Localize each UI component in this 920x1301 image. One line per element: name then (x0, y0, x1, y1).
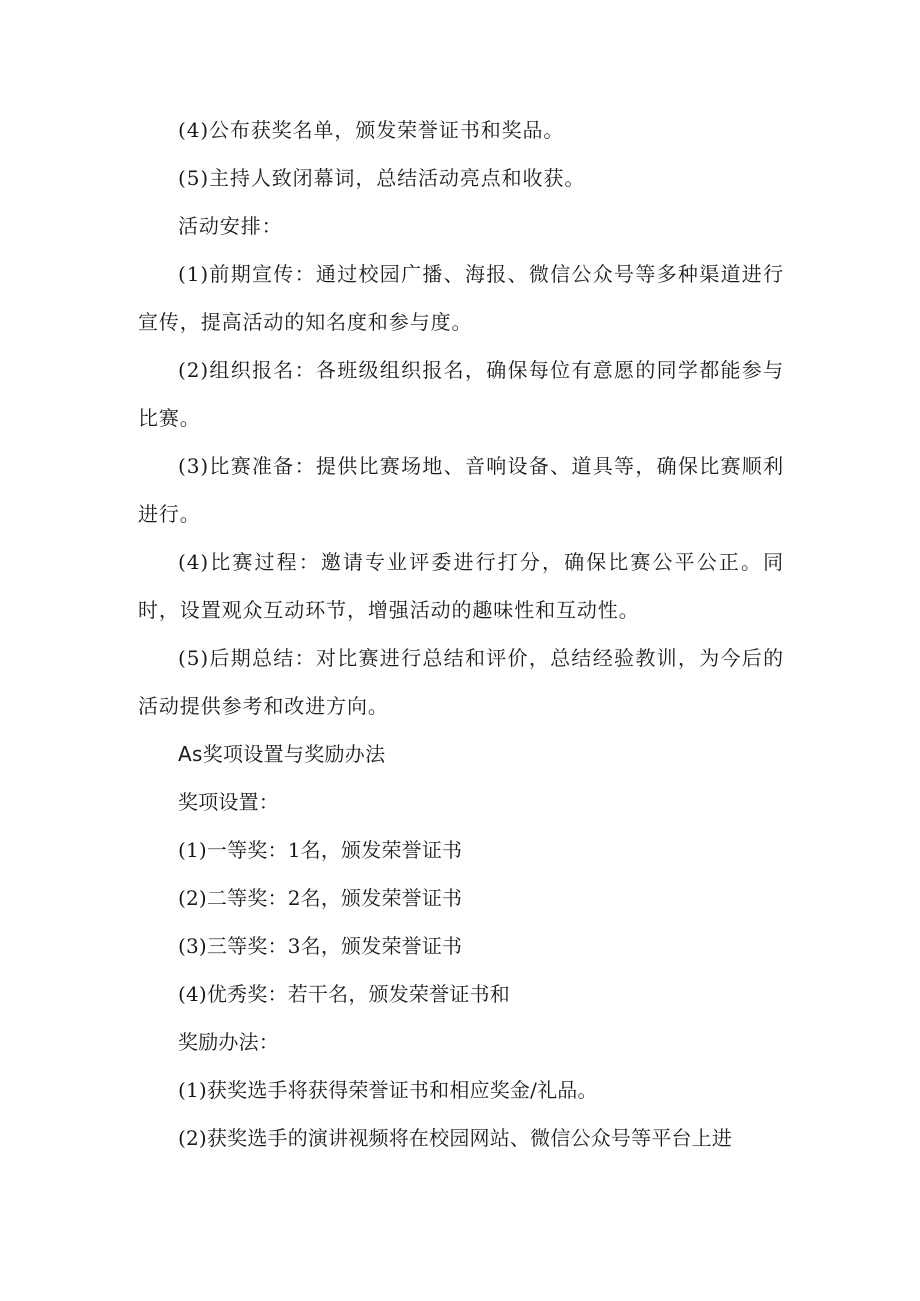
paragraph-registration: (2)组织报名：各班级组织报名，确保每位有意愿的同学都能参与比赛。 (138, 358, 784, 430)
paragraph-closing-speech: (5)主持人致闭幕词，总结活动亮点和收获。 (178, 166, 586, 190)
paragraph-reward-certificates: (1)获奖选手将获得荣誉证书和相应奖金/礼品。 (178, 1078, 598, 1102)
paragraph-reward-videos: (2)获奖选手的演讲视频将在校园网站、微信公众号等平台上进 (178, 1126, 733, 1150)
document-body (138, 106, 784, 1162)
paragraph-preparation: (3)比赛准备：提供比赛场地、音响设备、道具等，确保比赛顺利进行。 (138, 454, 784, 526)
paragraph-third-prize: (3)三等奖：3名，颁发荣誉证书 (178, 934, 463, 958)
paragraph-award-list: (4)公布获奖名单，颁发荣誉证书和奖品。 (178, 118, 565, 142)
paragraph-first-prize: (1)一等奖：1名，颁发荣誉证书 (178, 838, 463, 862)
paragraph-second-prize: (2)二等奖：2名，颁发荣誉证书 (178, 886, 463, 910)
paragraph-publicity: (1)前期宣传：通过校园广播、海报、微信公众号等多种渠道进行宣传，提高活动的知名度和参与度。 (138, 262, 784, 334)
paragraph-activity-arrangement-label: 活动安排： (178, 214, 283, 238)
paragraph-competition-process: (4)比赛过程：邀请专业评委进行打分，确保比赛公平公正。同时，设置观众互动环节，增强活动的趣味性和互动性。 (138, 550, 784, 622)
paragraph-excellence-prize: (4)优秀奖：若干名，颁发荣誉证书和 (178, 982, 510, 1006)
section-heading-awards: As奖项设置与奖励办法 (178, 742, 386, 766)
paragraph-awards-label: 奖项设置： (178, 790, 279, 814)
paragraph-summary: (5)后期总结：对比赛进行总结和评价，总结经验教训，为今后的活动提供参考和改进方向。 (138, 646, 784, 718)
paragraph-reward-method-label: 奖励办法： (178, 1030, 279, 1054)
